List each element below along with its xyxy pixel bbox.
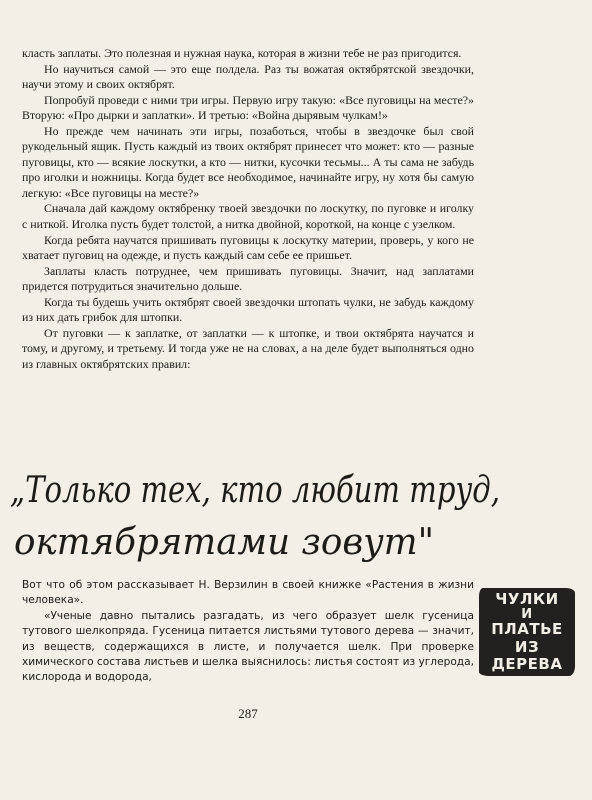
paragraph: «Ученые давно пытались разгадать, из чего образует шелк гусеница тутового шелкопряда. Гусеница питается листьями тутового дерева — значит, из веществ, содержащихся в листе, и получается шелк. При проверке химического состава листьев и шелка выяснилось: листья состоят из углерода, кислорода и водорода, xyxy=(22,609,474,684)
heading-line: ПЛАТЬЕ xyxy=(491,620,563,638)
slogan-line-2: октябрятами зовут" xyxy=(14,522,434,563)
paragraph: класть заплаты. Это полезная и нужная наука, которая в жизни тебе не раз пригодится. xyxy=(22,46,462,60)
main-text xyxy=(22,46,474,372)
heading-line: ИЗ ДЕРЕВА xyxy=(491,637,563,673)
heading-line: И xyxy=(521,607,533,622)
paragraph: Сначала дай каждому октябренку твоей звездочки по лоскутку, по пуговке и иголку с ниткой. Иголка пусть будет толстой, а нитка двойной, короткой, на конце с узелком. xyxy=(22,201,474,232)
paragraph: Вот что об этом рассказывает Н. Верзилин в своей книжке «Растения в жизни человека». xyxy=(22,579,474,607)
paragraph: Когда ты будешь учить октябрят своей звездочки штопать чулки, не забудь каждому из них дать грибок для штопки. xyxy=(22,294,474,325)
page-number: 287 xyxy=(238,706,258,721)
paragraph: Но научиться самой — это еще полдела. Раз ты вожатая октябрятской звездочки, научи этому и своих октябрят. xyxy=(22,61,474,92)
article-text xyxy=(22,578,474,686)
paragraph: Попробуй проведи с ними три игры. Первую игру такую: «Все пуговицы на месте?» Вторую: «Про дырки и заплатки». И третью: «Война дырявым чулкам!» xyxy=(22,92,474,123)
handwritten-slogan xyxy=(0,458,520,568)
paragraph: От пуговки — к заплатке, от заплатки — к штопке, и твои октябрята научатся и тому, и другому, и третьему. И тогда уже не на словах, а на деле будет выполняться одно из главных октябрятских правил: xyxy=(22,325,474,371)
paragraph: Но прежде чем начинать эти игры, позаботься, чтобы в звездочке был свой рукодельный ящик. Пусть каждый из твоих октябрят принесет что может: кто — разные пуговицы, кто — всякие лоскутки, а кто — нитки, кусочки тесьмы... А ты сама не забудь про иголки и ножницы. Когда будет все необходимое, начинайте игру, ну хотя бы самую легкую: «Все пуговицы на месте?» xyxy=(22,123,474,200)
heading-line: ЧУЛКИ xyxy=(495,589,559,608)
slogan-line-1: „Только тех, кто любит труд, xyxy=(10,470,501,511)
paragraph: Заплаты класть потруднее, чем пришивать пуговицы. Значит, над заплатами придется потрудиться значительно дольше. xyxy=(22,263,474,294)
section-heading-box xyxy=(479,588,575,676)
paragraph: Когда ребята научатся пришивать пуговицы к лоскутку материи, проверь, у кого не хватает пуговиц на одежде, и пусть каждый сам себе ее пришьет. xyxy=(22,232,474,263)
